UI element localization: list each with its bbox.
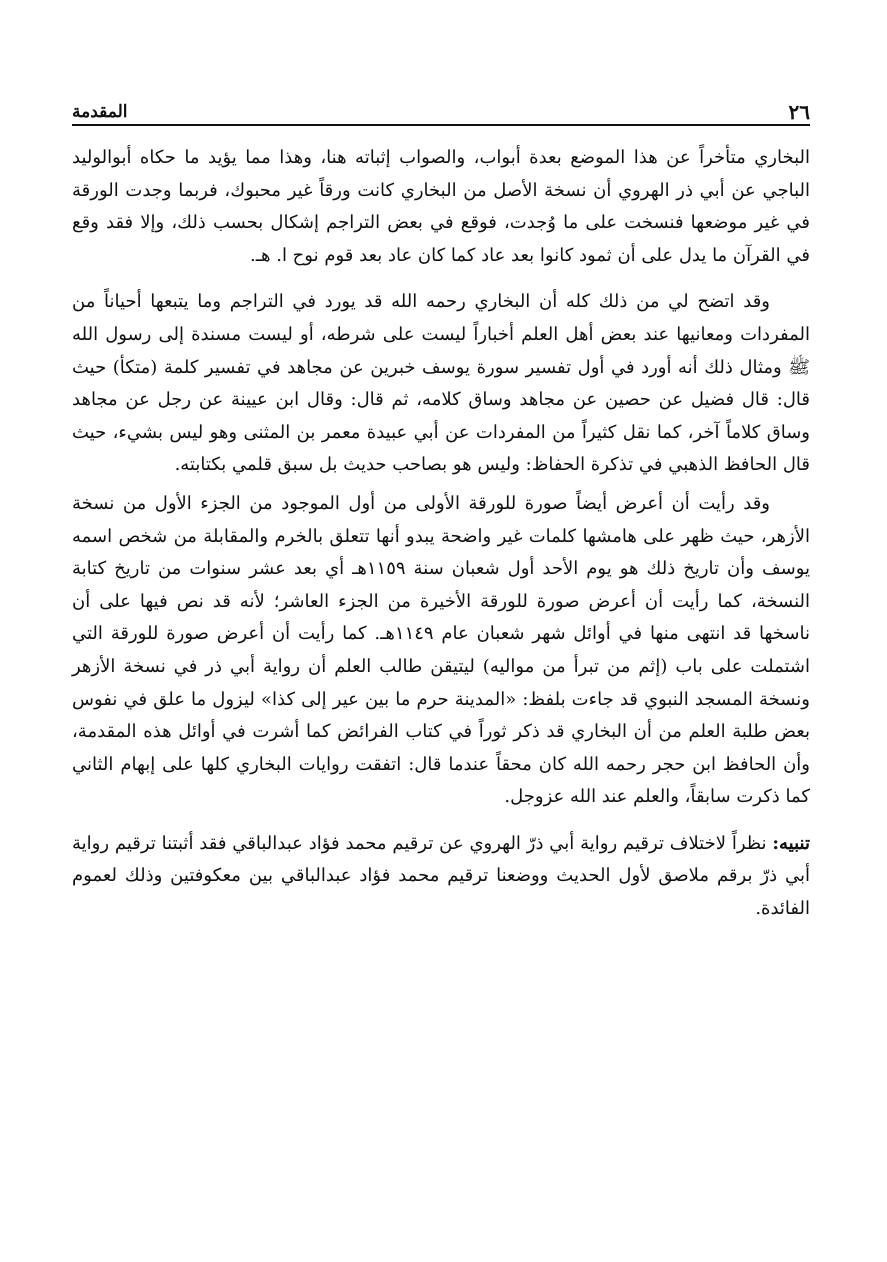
paragraph-2: وقد اتضح لي من ذلك كله أن البخاري رحمه الله قد يورد في التراجم وما يتبعها أحياناً من المفردات ومعانيها عند بعض أهل العلم أخباراً ليست على شرطه، أو ليست مسندة إلى رسول الله ﷺ ومثال ذلك أنه أورد في أول تفسير سورة يوسف خبرين عن مجاهد في تفسير كلمة (متكأ) حيث قال: قال فضيل عن حصين عن مجاهد وساق كلامه، ثم قال: وقال ابن عيينة عن رجل عن مجاهد وساق كلاماً آخر، كما نقل كثيراً من المفردات عن أبي عبيدة معمر بن المثنى وهو ليس بشيء، حيث قال الحافظ الذهبي في تذكرة الحفاظ: وليس هو بصاحب حديث بل سبق قلمي بكتابته.: [72, 291, 810, 476]
note-label: تنبيه:: [772, 832, 810, 854]
page-body: [72, 142, 810, 926]
paragraph-1: البخاري متأخراً عن هذا الموضع بعدة أبواب، والصواب إثباته هنا، وهذا مما يؤيد ما حكاه أبوالوليد الباجي عن أبي ذر الهروي أن نسخة الأصل من البخاري كانت ورقاً غير محبوك، فربما وجدت الورقة في غير موضعها فنسخت على ما وُجدت، فوقع في بعض التراجم إشكال بحسب ذلك، وإلا فقد وقع في القرآن ما يدل على أن ثمود كانوا بعد عاد كما كان عاد بعد قوم نوح ا. هـ.: [72, 147, 810, 266]
page-header: [72, 100, 810, 126]
note-paragraph: [72, 828, 810, 926]
paragraph-3: وقد رأيت أن أعرض أيضاً صورة للورقة الأولى من أول الموجود من الجزء الأول من نسخة الأزهر، حيث ظهر على هامشها كلمات غير واضحة يبدو أنها تتعلق بالخرم والمقابلة من شخص اسمه يوسف وأن تاريخ ذلك هو يوم الأحد أول شعبان سنة ١١٥٩هـ أي بعد عشر سنوات من تاريخ كتابة النسخة، كما رأيت أن أعرض صورة للورقة الأخيرة من الجزء العاشر؛ لأنه قد نص فيها على أن ناسخها قد انتهى منها في أوائل شهر شعبان عام ١١٤٩هـ. كما رأيت أن أعرض صورة للورقة التي اشتملت على باب (إثم من تبرأ من مواليه) ليتيقن طالب العلم أن رواية أبي ذر في نسخة الأزهر ونسخة المسجد النبوي قد جاءت بلفظ: «المدينة حرم ما بين عير إلى كذا» ليزول ما علق في نفوس بعض طلبة العلم من أن البخاري قد ذكر ثوراً في كتاب الفرائض كما أشرت في أوائل هذه المقدمة، وأن الحافظ ابن حجر رحمه الله كان محقاً عندما قال: اتفقت روايات البخاري كلها على إبهام الثاني كما ذكرت سابقاً، والعلم عند الله عزوجل.: [72, 492, 811, 808]
running-title: المقدمة: [72, 102, 128, 122]
page-number: ٢٦: [788, 100, 810, 124]
note-text: نظراً لاختلاف ترقيم رواية أبي ذرّ الهروي عن ترقيم محمد فؤاد عبدالباقي فقد أثبتنا ترقيم رواية أبي ذرّ برقم ملاصق لأول الحديث ووضعنا ترقيم محمد فؤاد عبدالباقي بين معكوفتين وذلك لعموم الفائدة.: [72, 832, 810, 920]
